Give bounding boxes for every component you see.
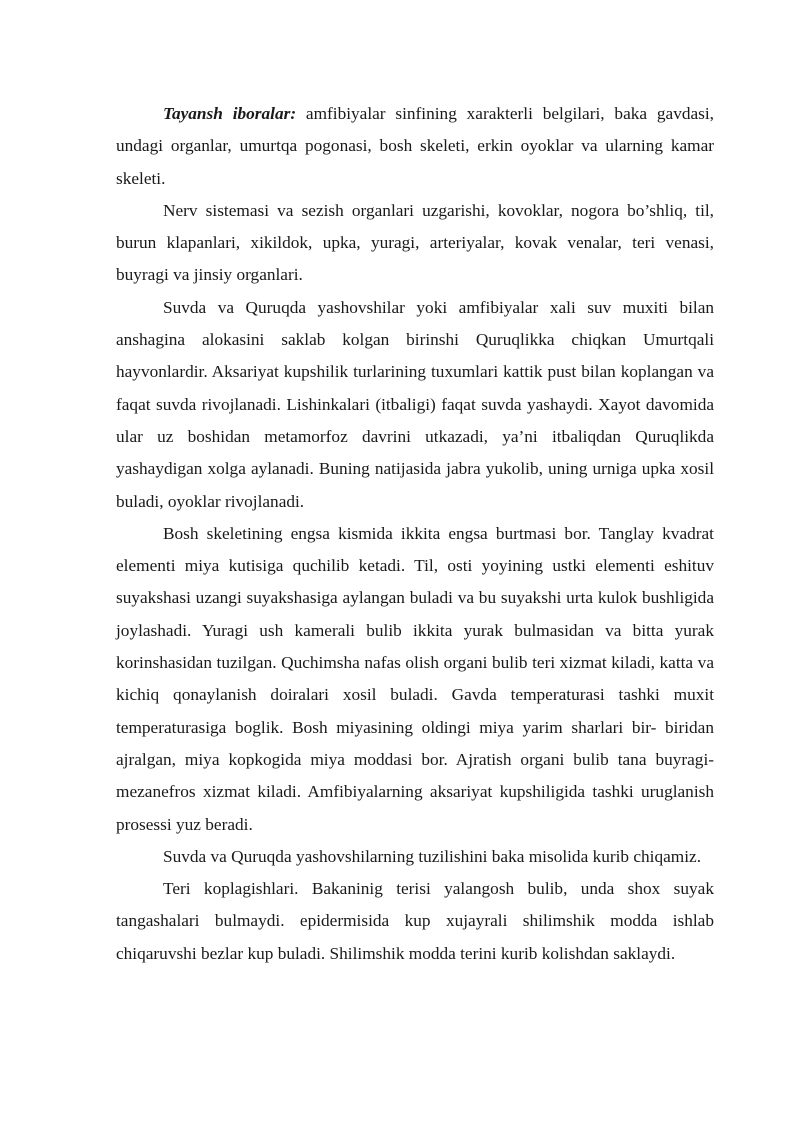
- key-phrases-label: Tayansh iboralar:: [163, 104, 297, 123]
- key-phrases-text: amfibiyalar sinfining xarakterli belgilari, baka gavdasi, undagi organlar, umurtqa pogonasi, bosh skeleti, erkin oyoklar va ularning kamar skeleti.: [116, 104, 714, 188]
- body-paragraph: Nerv sistemasi va sezish organlari uzgarishi, kovoklar, nogora bo’shliq, til, burun klapanlari, xikildok, upka, yuragi, arteriyalar, kovak venalar, teri venasi, buyragi va jinsiy organlari.: [116, 200, 714, 285]
- body-paragraph: Suvda va Quruqda yashovshilarning tuzilishini baka misolida kurib chiqamiz.: [163, 846, 702, 866]
- document-page: [116, 98, 714, 970]
- body-paragraph: Teri koplagishlari. Bakaninig terisi yalangosh bulib, unda shox suyak tangashalari bulmaydi. epidermisida kup xujayrali shilimshik modda ishlab chiqaruvshi bezlar kup buladi. Shilimshik modda terini kurib kolishdan saklaydi.: [116, 879, 714, 963]
- body-paragraph: Bosh skeletining engsa kismida ikkita engsa burtmasi bor. Tanglay kvadrat elementi miya kutisiga quchilib ketadi. Til, osti yoyining ustki elementi eshituv suyakshasi uzangi suyakshasiga aylangan buladi va bu suyakshi urta kulok bushligida joylashadi. Yuragi ush kamerali bulib ikkita yurak bulmasidan va bitta yurak korinshasidan tuzilgan. Quchimsha nafas olish organi bulib teri xizmat kiladi, katta va kichiq qonaylanish doiralari xosil buladi. Gavda temperaturasi tashki muxit temperaturasiga boglik. Bosh miyasining oldingi miya yarim sharlari bir- biridan ajralgan, miya kopkogida miya moddasi bor. Ajratish organi bulib tana buyragi- mezanefros xizmat kiladi. Amfibiyalarning aksariyat kupshiligida tashki uruglanish prosessi yuz beradi.: [116, 523, 714, 834]
- body-paragraph: Suvda va Quruqda yashovshilar yoki amfibiyalar xali suv muxiti bilan anshagina alokasini saklab kolgan birinshi Quruqlikka chiqkan Umurtqali hayvonlardir. Aksariyat kupshilik turlarining tuxumlari kattik pust bilan koplangan va faqat suvda rivojlanadi. Lishinkalari (itbaligi) faqat suvda yashaydi. Xayot davomida ular uz boshidan metamorfoz davrini utkazadi, ya’ni itbaliqdan Quruqlikda yashaydigan xolga aylanadi. Buning natijasida jabra yukolib, uning urniga upka xosil buladi, oyoklar rivojlanadi.: [116, 297, 714, 511]
- key-phrases-paragraph: [116, 98, 714, 195]
